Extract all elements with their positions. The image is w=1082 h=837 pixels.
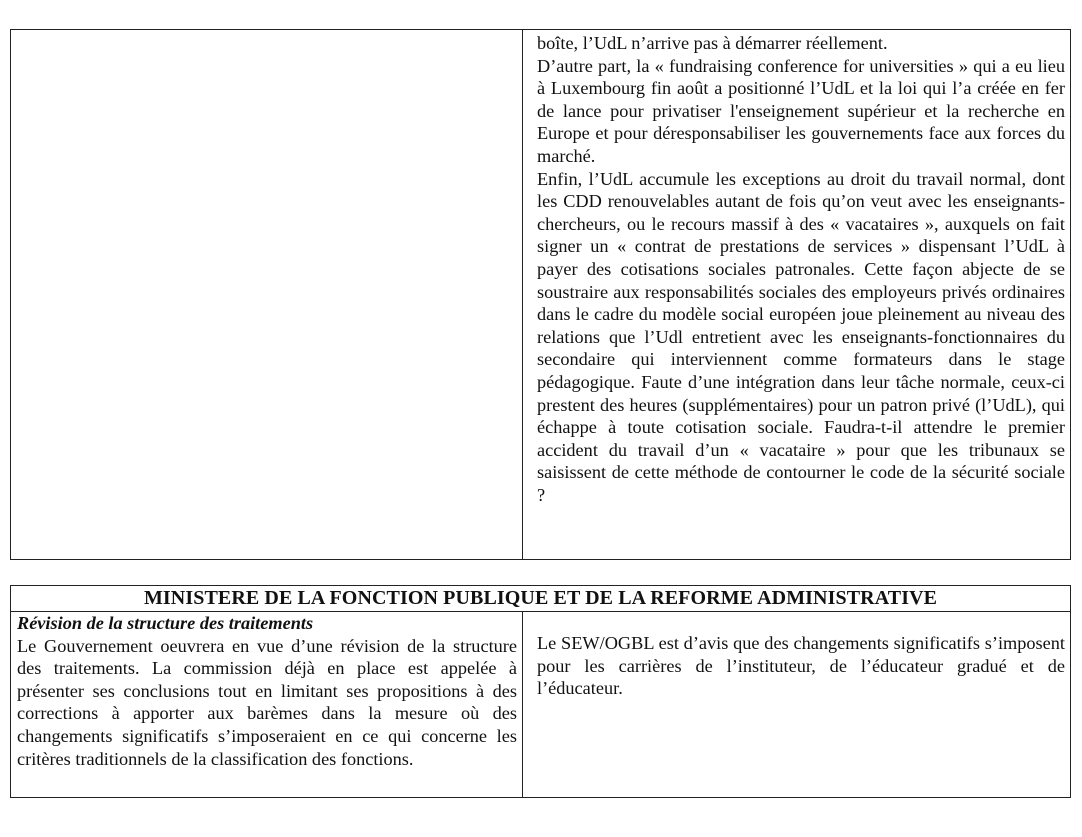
table-cell-government-text — [11, 612, 523, 797]
paragraph-udl-intro: boîte, l’UdL n’arrive pas à démarrer réellement. — [537, 33, 888, 53]
paragraph-fundraising: D’autre part, la « fundraising conference for universities » qui a eu lieu à Luxembourg fin août a positionné l’UdL et la loi qui l’a créée en fer de lance pour privatiser l'enseignement supérieur et la recherche en Europe et pour déresponsabiliser les gouvernements face aux forces du marché. — [537, 55, 1065, 166]
comment-table-ministry — [10, 585, 1071, 798]
government-paragraph: Le Gouvernement oeuvrera en vue d’une révision de la structure des traitements. La commission déjà en place est appelée à présenter ses conclusions tout en limitant ses propositions à des corrections à apporter aux barèmes dans la mesure où des changements significatifs s’imposeraient en ce qui concerne les critères traditionnels de la classification des fonctions. — [17, 635, 517, 769]
union-paragraph: Le SEW/OGBL est d’avis que des changements significatifs s’imposent pour les carrières de l’instituteur, de l’éducateur gradué et de l’éducateur. — [537, 633, 1065, 699]
subsection-heading: Révision de la structure des traitements — [17, 613, 314, 633]
table-cell-union-comment — [523, 612, 1070, 797]
table-cell-right-comment — [523, 30, 1070, 559]
comment-table-top — [10, 29, 1071, 560]
table-cell-left-empty — [11, 30, 523, 559]
paragraph-labor-law: Enfin, l’UdL accumule les exceptions au droit du travail normal, dont les CDD renouvelables autant de fois qu’on veut avec les enseignants-chercheurs, ou le recours massif à des « vacataires », auxquels on fait signer un « contrat de prestations de services » dispensant l’UdL à payer des cotisations sociales patronales. Cette façon abjecte de se soustraire aux responsabilités sociales des employeurs privés ordinaires dans le cadre du modèle social européen joue pleinement au niveau des relations que l’Udl entretient avec les enseignants-fonctionnaires du secondaire qui interviennent comme formateurs dans le stage pédagogique. Faute d’une intégration dans leur tâche normale, ceux-ci prestent des heures (supplémentaires) pour un patron privé (l’UdL), qui échappe à toute cotisation sociale. Faudra-t-il attendre le premier accident du travail d’un « vacataire » pour que les tribunaux se saisissent de cette méthode de contourner le code de la sécurité sociale ? — [537, 168, 1065, 505]
ministry-section-title: MINISTERE DE LA FONCTION PUBLIQUE ET DE LA REFORME ADMINISTRATIVE — [11, 586, 1070, 612]
